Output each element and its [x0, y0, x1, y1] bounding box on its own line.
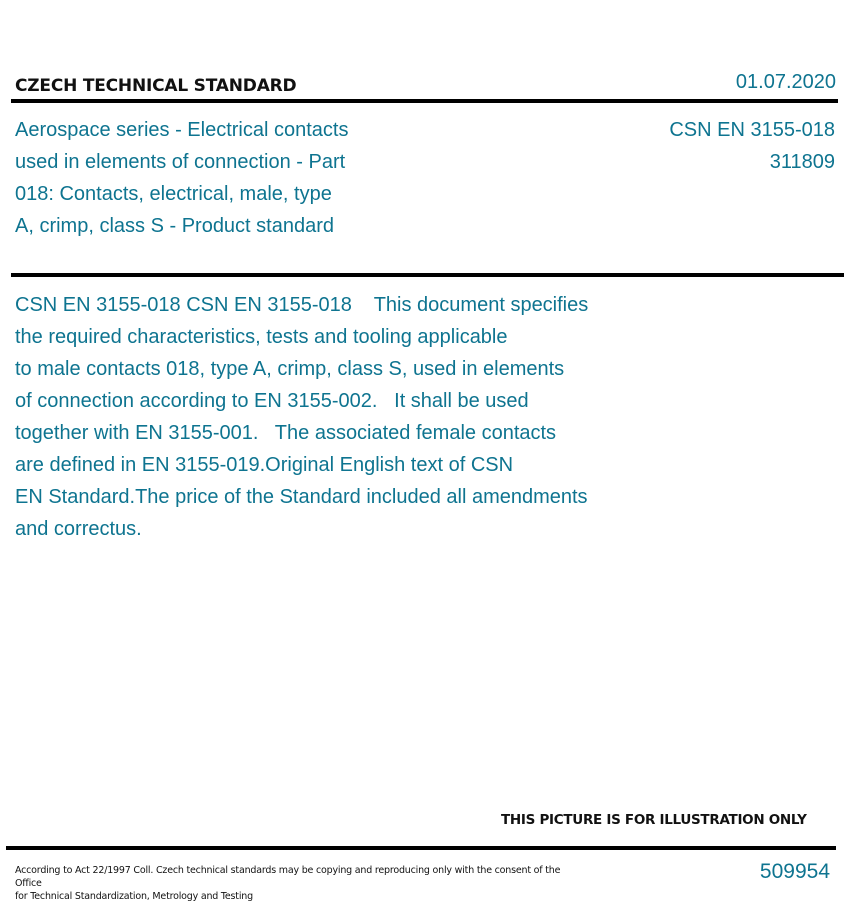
- title-divider: [11, 273, 844, 277]
- abstract-line: EN Standard.The price of the Standard included all amendments: [15, 486, 588, 508]
- standard-label: CZECH TECHNICAL STANDARD: [15, 76, 297, 96]
- legal-line: According to Act 22/1997 Coll. Czech technical standards may be copying and reproducing only with the consent of the Office: [15, 865, 561, 889]
- abstract-line: the required characteristics, tests and tooling applicable: [15, 326, 508, 348]
- title-line: used in elements of connection - Part: [15, 151, 346, 173]
- document-number: 509954: [759, 860, 830, 883]
- header-divider: [11, 99, 838, 103]
- document-abstract: [15, 289, 640, 545]
- illustration-note: THIS PICTURE IS FOR ILLUSTRATION ONLY: [501, 812, 807, 828]
- document-title: [15, 114, 395, 242]
- publication-date: 01.07.2020: [735, 71, 836, 93]
- standard-code-block: [669, 114, 835, 178]
- abstract-line: CSN EN 3155-018 CSN EN 3155-018 This document specifies: [15, 294, 589, 316]
- class-number: 311809: [769, 151, 835, 173]
- abstract-line: of connection according to EN 3155-002. It shall be used: [15, 390, 529, 412]
- title-line: A, crimp, class S - Product standard: [15, 215, 335, 237]
- legal-notice: [15, 864, 585, 903]
- legal-line: for Technical Standardization, Metrology and Testing: [15, 891, 253, 902]
- footer-divider: [6, 846, 836, 850]
- abstract-line: together with EN 3155-001. The associated female contacts: [15, 422, 557, 444]
- abstract-line: and correctus.: [15, 518, 142, 540]
- abstract-line: are defined in EN 3155-019.Original English text of CSN: [15, 454, 514, 476]
- abstract-line: to male contacts 018, type A, crimp, class S, used in elements: [15, 358, 565, 380]
- standard-number: CSN EN 3155-018: [669, 119, 835, 141]
- title-line: Aerospace series - Electrical contacts: [15, 119, 349, 141]
- title-line: 018: Contacts, electrical, male, type: [15, 183, 332, 205]
